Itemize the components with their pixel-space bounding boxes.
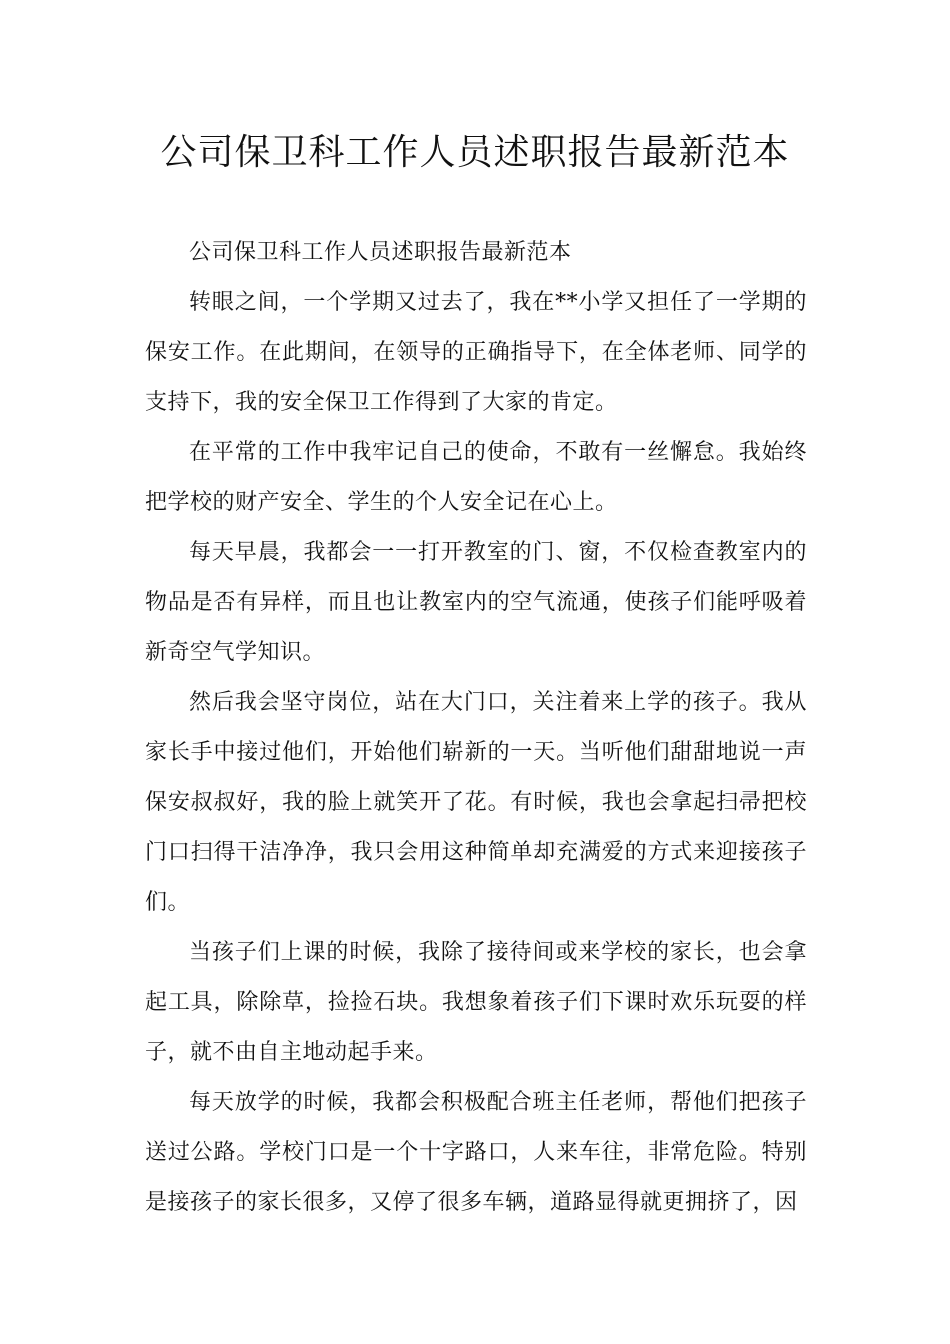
document-body: [145, 228, 807, 1228]
paragraph: 转眼之间，一个学期又过去了，我在**小学又担任了一学期的保安工作。在此期间，在领导的正确指导下，在全体老师、同学的支持下，我的安全保卫工作得到了大家的肯定。: [145, 290, 807, 415]
paragraph: 然后我会坚守岗位，站在大门口，关注着来上学的孩子。我从家长手中接过他们，开始他们崭新的一天。当听他们甜甜地说一声保安叔叔好，我的脸上就笑开了花。有时候，我也会拿起扫帚把校门口扫得干洁净净，我只会用这种简单却充满爱的方式来迎接孩子们。: [145, 690, 807, 915]
paragraph: 在平常的工作中我牢记自己的使命，不敢有一丝懈怠。我始终把学校的财产安全、学生的个人安全记在心上。: [145, 440, 807, 515]
document-title: 公司保卫科工作人员述职报告最新范本: [160, 132, 790, 173]
paragraph: 每天早晨，我都会一一打开教室的门、窗，不仅检查教室内的物品是否有异样，而且也让教室内的空气流通，使孩子们能呼吸着新奇空气学知识。: [145, 540, 807, 665]
paragraph: 当孩子们上课的时候，我除了接待间或来学校的家长，也会拿起工具，除除草，捡捡石块。我想象着孩子们下课时欢乐玩耍的样子，就不由自主地动起手来。: [145, 940, 807, 1065]
paragraph: 每天放学的时候，我都会积极配合班主任老师，帮他们把孩子送过公路。学校门口是一个十字路口，人来车往，非常危险。特别是接孩子的家长很多，又停了很多车辆，道路显得就更拥挤了，因: [145, 1090, 807, 1215]
paragraph-subtitle: 公司保卫科工作人员述职报告最新范本: [189, 240, 572, 265]
